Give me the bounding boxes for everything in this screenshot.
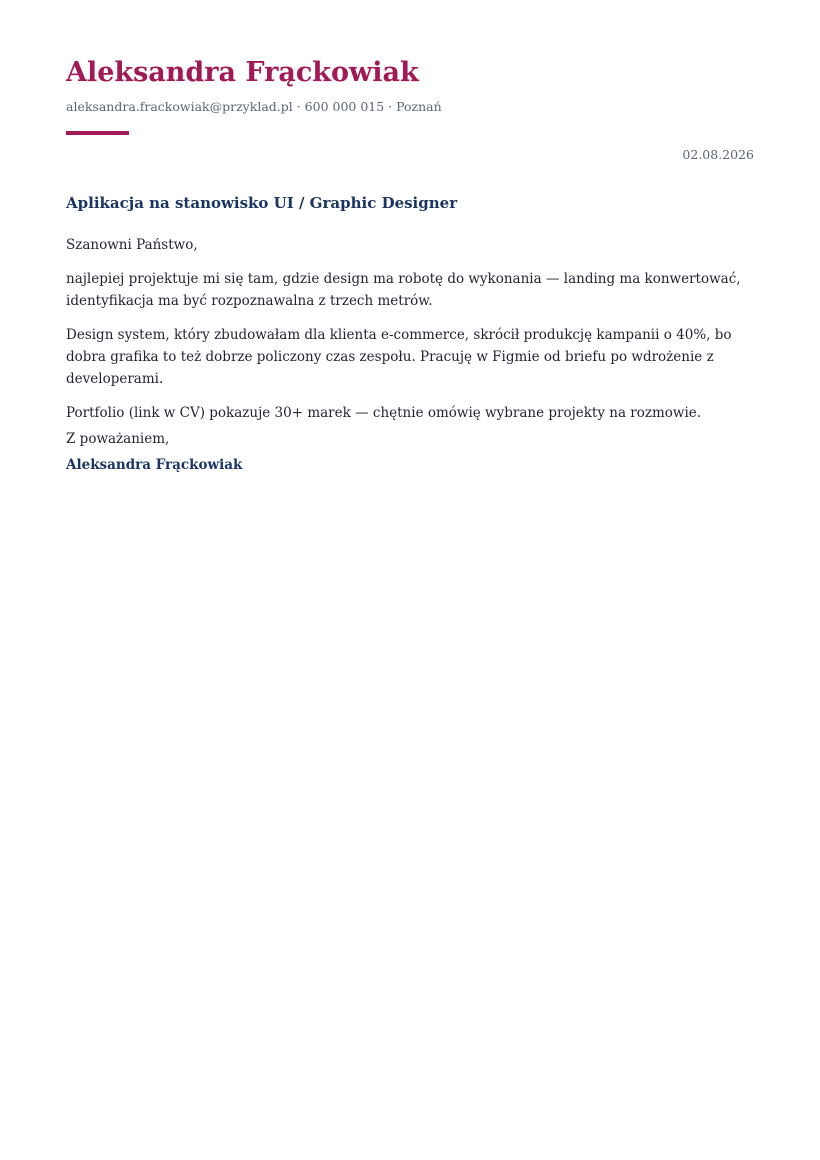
body-paragraph: Design system, który zbudowałam dla klienta e-commerce, skrócił produkcję kampanii o 40%, bo dobra grafika to też dobrze policzony czas zespołu. Pracuję w Figmie od briefu po wdrożenie z developerami.	[66, 327, 732, 387]
letter-body	[66, 234, 754, 436]
greeting: Szanowni Państwo,	[66, 237, 198, 253]
letter-subject: Aplikacja na stanowisko UI / Graphic Designer	[66, 194, 458, 212]
body-paragraph: najlepiej projektuje mi się tam, gdzie design ma robotę do wykonania — landing ma konwertować, identyfikacja ma być rozpoznawalna z trzech metrów.	[66, 271, 741, 309]
accent-divider	[66, 131, 129, 135]
body-paragraph: Portfolio (link w CV) pokazuje 30+ marek — chętnie omówię wybrane projekty na rozmowie.	[66, 405, 702, 421]
applicant-name: Aleksandra Frąckowiak	[66, 57, 419, 88]
contact-line: aleksandra.frackowiak@przyklad.pl · 600 000 015 · Poznań	[66, 99, 442, 114]
letter-date: 02.08.2026	[682, 147, 754, 162]
closing-phrase: Z poważaniem,	[66, 431, 170, 447]
signature-name: Aleksandra Frąckowiak	[66, 457, 243, 473]
